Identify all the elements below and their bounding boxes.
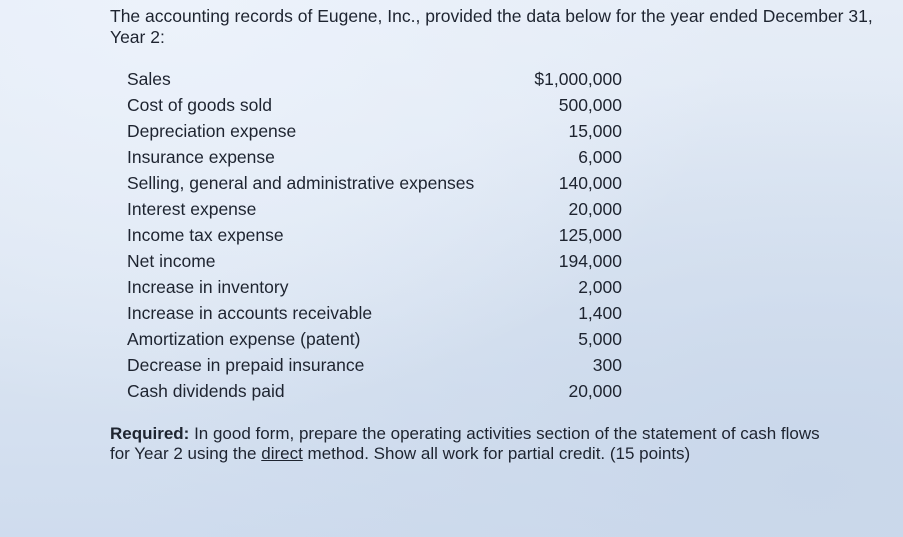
data-row-amount: 125,000 (558, 225, 622, 245)
required-instructions (110, 424, 840, 464)
data-row (127, 92, 622, 118)
data-row (127, 144, 622, 170)
data-row-amount: 300 (592, 355, 622, 375)
data-row (127, 274, 622, 300)
data-row-label: Cash dividends paid (127, 381, 285, 401)
data-row-label: Selling, general and administrative expenses (127, 173, 475, 193)
data-row-label: Interest expense (127, 199, 257, 219)
data-row-label: Net income (127, 251, 216, 271)
data-row (127, 248, 622, 274)
data-row-label: Income tax expense (127, 225, 284, 245)
required-label: Required: (110, 424, 190, 443)
data-row (127, 118, 622, 144)
data-row (127, 378, 622, 404)
data-row (127, 352, 622, 378)
data-row-amount: 1,400 (578, 303, 622, 323)
financial-data-list (127, 66, 622, 404)
data-row-amount: 140,000 (558, 173, 622, 193)
required-text-after: method. Show all work for partial credit. (15 points) (302, 444, 691, 463)
question-intro: The accounting records of Eugene, Inc., provided the data below for the year ended December 31, Year 2: (110, 6, 873, 47)
data-row-amount: $1,000,000 (534, 69, 622, 89)
data-row-amount: 20,000 (568, 381, 622, 401)
data-row-label: Sales (127, 69, 171, 89)
data-row-amount: 2,000 (578, 277, 622, 297)
data-row-label: Depreciation expense (127, 121, 297, 141)
data-row-amount: 194,000 (558, 251, 622, 271)
data-row (127, 66, 622, 92)
data-row-label: Insurance expense (127, 147, 275, 167)
data-row (127, 222, 622, 248)
required-text-before: In good form, prepare the operating activities section of the statement of cash flows for Year 2 using the (110, 424, 820, 463)
required-emphasis: direct (261, 444, 303, 463)
data-row-label: Cost of goods sold (127, 95, 272, 115)
data-row (127, 300, 622, 326)
data-row-label: Increase in inventory (127, 277, 289, 297)
data-row-amount: 500,000 (558, 95, 622, 115)
data-row (127, 170, 622, 196)
data-row (127, 196, 622, 222)
data-row-amount: 5,000 (578, 329, 622, 349)
data-row-amount: 6,000 (578, 147, 622, 167)
data-row-label: Amortization expense (patent) (127, 329, 361, 349)
data-row-amount: 15,000 (568, 121, 622, 141)
data-row-label: Decrease in prepaid insurance (127, 355, 365, 375)
data-row-label: Increase in accounts receivable (127, 303, 373, 323)
data-row-amount: 20,000 (568, 199, 622, 219)
data-row (127, 326, 622, 352)
